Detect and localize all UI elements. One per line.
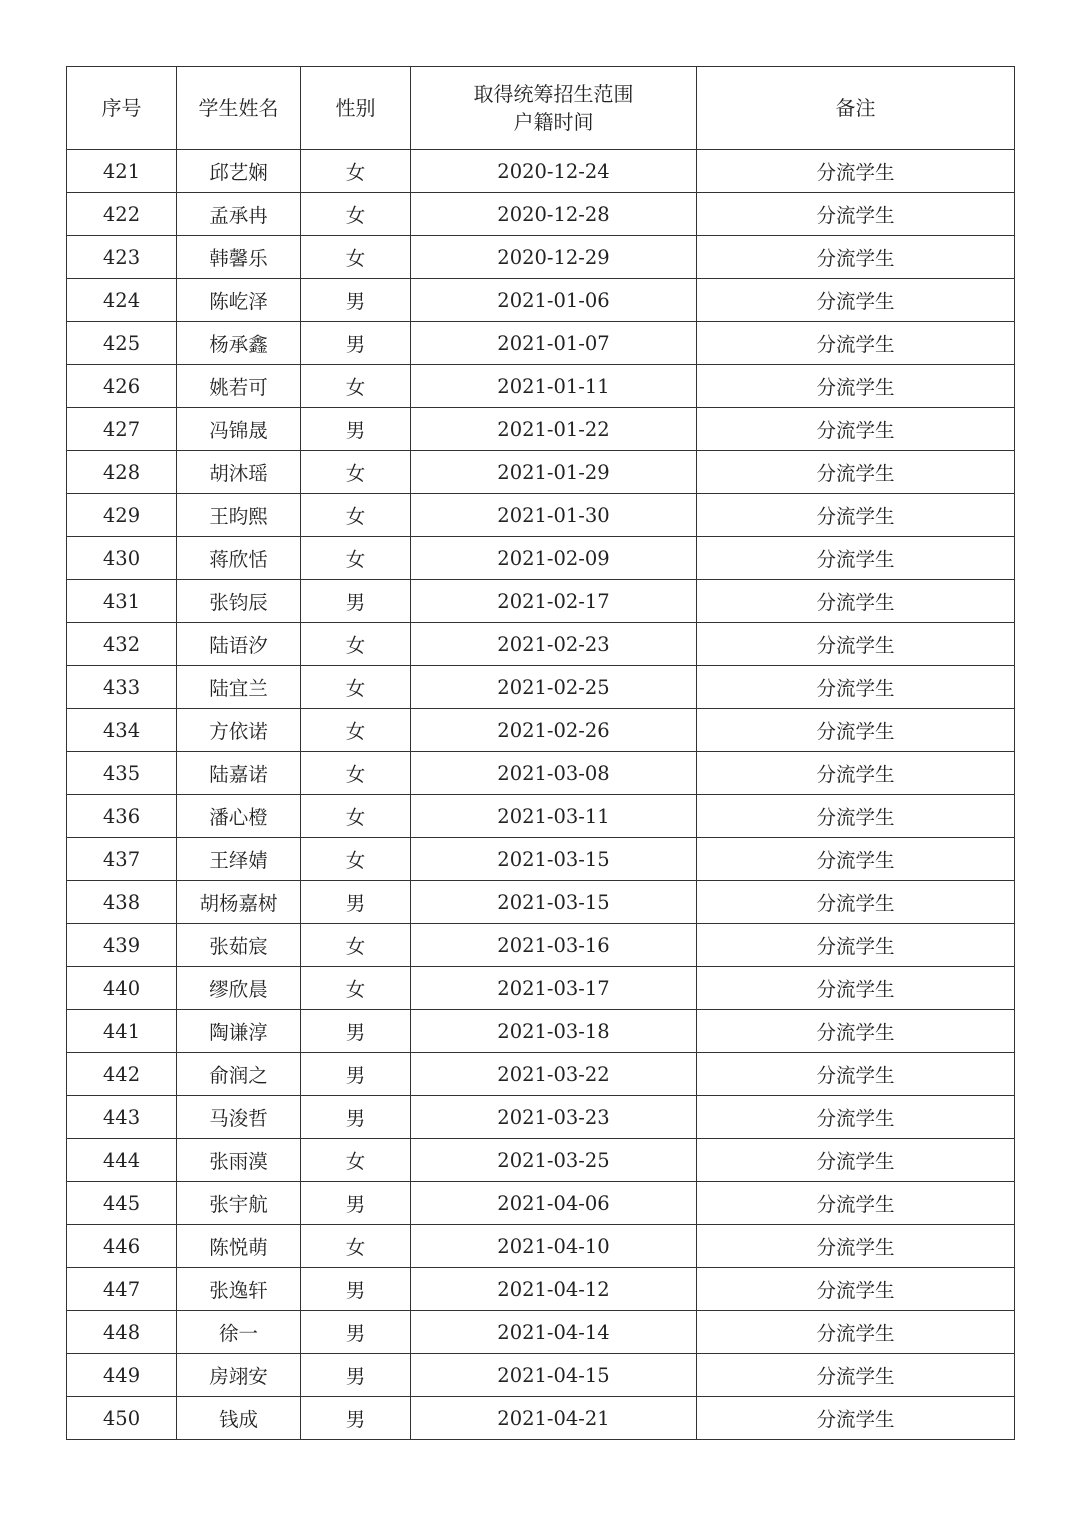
- cell-registration-date: 2021-02-09: [411, 537, 697, 580]
- cell-serial-number: 422: [67, 193, 177, 236]
- cell-student-name: 缪欣晨: [177, 967, 301, 1010]
- cell-serial-number: 445: [67, 1182, 177, 1225]
- cell-student-name: 杨承鑫: [177, 322, 301, 365]
- cell-serial-number: 423: [67, 236, 177, 279]
- table-row: [67, 1311, 1015, 1354]
- cell-serial-number: 424: [67, 279, 177, 322]
- cell-serial-number: 440: [67, 967, 177, 1010]
- table-body: [67, 150, 1015, 1440]
- table-row: [67, 924, 1015, 967]
- cell-serial-number: 430: [67, 537, 177, 580]
- cell-student-name: 陶谦淳: [177, 1010, 301, 1053]
- cell-gender: 男: [301, 1397, 411, 1440]
- table-row: [67, 494, 1015, 537]
- cell-student-name: 胡杨嘉树: [177, 881, 301, 924]
- table-row: [67, 193, 1015, 236]
- table-row: [67, 236, 1015, 279]
- cell-remarks: 分流学生: [697, 666, 1015, 709]
- cell-student-name: 潘心橙: [177, 795, 301, 838]
- cell-remarks: 分流学生: [697, 1182, 1015, 1225]
- cell-gender: 男: [301, 1182, 411, 1225]
- cell-registration-date: 2021-04-12: [411, 1268, 697, 1311]
- cell-registration-date: 2021-01-30: [411, 494, 697, 537]
- cell-student-name: 姚若可: [177, 365, 301, 408]
- cell-registration-date: 2021-03-25: [411, 1139, 697, 1182]
- cell-registration-date: 2021-01-22: [411, 408, 697, 451]
- cell-gender: 女: [301, 924, 411, 967]
- cell-gender: 男: [301, 881, 411, 924]
- table-row: [67, 1268, 1015, 1311]
- cell-gender: 女: [301, 494, 411, 537]
- table-row: [67, 1096, 1015, 1139]
- cell-remarks: 分流学生: [697, 193, 1015, 236]
- cell-remarks: 分流学生: [697, 1225, 1015, 1268]
- header-serial-number: 序号: [67, 67, 177, 150]
- header-gender: 性别: [301, 67, 411, 150]
- cell-serial-number: 448: [67, 1311, 177, 1354]
- cell-remarks: 分流学生: [697, 1053, 1015, 1096]
- cell-student-name: 邱艺娴: [177, 150, 301, 193]
- cell-remarks: 分流学生: [697, 1010, 1015, 1053]
- cell-serial-number: 433: [67, 666, 177, 709]
- cell-student-name: 房翊安: [177, 1354, 301, 1397]
- cell-remarks: 分流学生: [697, 1268, 1015, 1311]
- cell-registration-date: 2020-12-24: [411, 150, 697, 193]
- cell-gender: 女: [301, 537, 411, 580]
- cell-student-name: 陆语汐: [177, 623, 301, 666]
- cell-gender: 女: [301, 1139, 411, 1182]
- header-registration-date: [411, 67, 697, 150]
- cell-serial-number: 447: [67, 1268, 177, 1311]
- cell-gender: 男: [301, 1311, 411, 1354]
- cell-remarks: 分流学生: [697, 408, 1015, 451]
- cell-remarks: 分流学生: [697, 881, 1015, 924]
- cell-gender: 女: [301, 752, 411, 795]
- cell-gender: 女: [301, 365, 411, 408]
- table-row: [67, 1053, 1015, 1096]
- cell-serial-number: 439: [67, 924, 177, 967]
- cell-remarks: 分流学生: [697, 795, 1015, 838]
- table-row: [67, 451, 1015, 494]
- cell-gender: 女: [301, 838, 411, 881]
- cell-registration-date: 2021-03-11: [411, 795, 697, 838]
- cell-serial-number: 436: [67, 795, 177, 838]
- cell-remarks: 分流学生: [697, 1096, 1015, 1139]
- cell-remarks: 分流学生: [697, 236, 1015, 279]
- cell-remarks: 分流学生: [697, 279, 1015, 322]
- cell-registration-date: 2021-01-07: [411, 322, 697, 365]
- cell-gender: 男: [301, 279, 411, 322]
- cell-registration-date: 2020-12-28: [411, 193, 697, 236]
- table-row: [67, 709, 1015, 752]
- table-row: [67, 752, 1015, 795]
- cell-serial-number: 442: [67, 1053, 177, 1096]
- cell-registration-date: 2021-02-23: [411, 623, 697, 666]
- table-row: [67, 1354, 1015, 1397]
- table-row: [67, 322, 1015, 365]
- cell-remarks: 分流学生: [697, 322, 1015, 365]
- cell-gender: 女: [301, 967, 411, 1010]
- cell-student-name: 张宇航: [177, 1182, 301, 1225]
- cell-gender: 女: [301, 193, 411, 236]
- cell-gender: 女: [301, 150, 411, 193]
- cell-student-name: 王绎婧: [177, 838, 301, 881]
- cell-gender: 男: [301, 1053, 411, 1096]
- cell-student-name: 陈屹泽: [177, 279, 301, 322]
- cell-gender: 女: [301, 623, 411, 666]
- cell-gender: 男: [301, 580, 411, 623]
- cell-remarks: 分流学生: [697, 709, 1015, 752]
- table-row: [67, 967, 1015, 1010]
- cell-gender: 女: [301, 666, 411, 709]
- cell-student-name: 徐一: [177, 1311, 301, 1354]
- cell-student-name: 钱成: [177, 1397, 301, 1440]
- header-registration-date-line1: 取得统筹招生范围: [473, 82, 634, 106]
- cell-remarks: 分流学生: [697, 451, 1015, 494]
- cell-serial-number: 443: [67, 1096, 177, 1139]
- cell-registration-date: 2021-03-23: [411, 1096, 697, 1139]
- cell-registration-date: 2021-02-17: [411, 580, 697, 623]
- cell-student-name: 蒋欣恬: [177, 537, 301, 580]
- cell-student-name: 张逸轩: [177, 1268, 301, 1311]
- cell-remarks: 分流学生: [697, 967, 1015, 1010]
- cell-registration-date: 2021-04-15: [411, 1354, 697, 1397]
- cell-gender: 男: [301, 1268, 411, 1311]
- cell-student-name: 韩馨乐: [177, 236, 301, 279]
- cell-gender: 女: [301, 236, 411, 279]
- cell-registration-date: 2021-04-10: [411, 1225, 697, 1268]
- cell-registration-date: 2021-02-25: [411, 666, 697, 709]
- table-header: [67, 67, 1015, 150]
- cell-student-name: 俞润之: [177, 1053, 301, 1096]
- cell-registration-date: 2021-03-15: [411, 881, 697, 924]
- cell-registration-date: 2021-03-17: [411, 967, 697, 1010]
- cell-gender: 女: [301, 1225, 411, 1268]
- cell-student-name: 胡沐瑶: [177, 451, 301, 494]
- cell-serial-number: 435: [67, 752, 177, 795]
- cell-student-name: 陆嘉诺: [177, 752, 301, 795]
- table-row: [67, 838, 1015, 881]
- table-row: [67, 666, 1015, 709]
- cell-remarks: 分流学生: [697, 365, 1015, 408]
- cell-remarks: 分流学生: [697, 924, 1015, 967]
- header-registration-date-line2: 户籍时间: [513, 110, 594, 134]
- cell-student-name: 张雨漠: [177, 1139, 301, 1182]
- table-row: [67, 365, 1015, 408]
- table-row: [67, 408, 1015, 451]
- table-row: [67, 623, 1015, 666]
- cell-remarks: 分流学生: [697, 623, 1015, 666]
- cell-remarks: 分流学生: [697, 1397, 1015, 1440]
- header-row: [67, 67, 1015, 150]
- cell-registration-date: 2021-03-08: [411, 752, 697, 795]
- cell-gender: 男: [301, 1354, 411, 1397]
- table-row: [67, 537, 1015, 580]
- cell-gender: 男: [301, 1010, 411, 1053]
- cell-serial-number: 450: [67, 1397, 177, 1440]
- cell-serial-number: 437: [67, 838, 177, 881]
- cell-serial-number: 428: [67, 451, 177, 494]
- cell-registration-date: 2021-04-21: [411, 1397, 697, 1440]
- table-row: [67, 1139, 1015, 1182]
- cell-serial-number: 426: [67, 365, 177, 408]
- cell-student-name: 马浚哲: [177, 1096, 301, 1139]
- cell-student-name: 张钧辰: [177, 580, 301, 623]
- cell-remarks: 分流学生: [697, 1354, 1015, 1397]
- cell-gender: 男: [301, 1096, 411, 1139]
- table-row: [67, 279, 1015, 322]
- cell-gender: 女: [301, 795, 411, 838]
- cell-registration-date: 2021-03-15: [411, 838, 697, 881]
- cell-registration-date: 2021-03-22: [411, 1053, 697, 1096]
- cell-serial-number: 441: [67, 1010, 177, 1053]
- table-row: [67, 1182, 1015, 1225]
- cell-remarks: 分流学生: [697, 1311, 1015, 1354]
- cell-registration-date: 2021-02-26: [411, 709, 697, 752]
- header-student-name: 学生姓名: [177, 67, 301, 150]
- cell-remarks: 分流学生: [697, 752, 1015, 795]
- cell-gender: 女: [301, 709, 411, 752]
- cell-student-name: 孟承冉: [177, 193, 301, 236]
- table-row: [67, 150, 1015, 193]
- cell-student-name: 方依诺: [177, 709, 301, 752]
- cell-student-name: 冯锦晟: [177, 408, 301, 451]
- cell-student-name: 陆宜兰: [177, 666, 301, 709]
- cell-serial-number: 431: [67, 580, 177, 623]
- cell-serial-number: 432: [67, 623, 177, 666]
- cell-registration-date: 2021-01-11: [411, 365, 697, 408]
- cell-gender: 男: [301, 322, 411, 365]
- cell-serial-number: 429: [67, 494, 177, 537]
- cell-registration-date: 2021-03-18: [411, 1010, 697, 1053]
- cell-registration-date: 2021-01-06: [411, 279, 697, 322]
- cell-student-name: 王昀熙: [177, 494, 301, 537]
- cell-registration-date: 2021-04-06: [411, 1182, 697, 1225]
- cell-serial-number: 421: [67, 150, 177, 193]
- cell-remarks: 分流学生: [697, 494, 1015, 537]
- table-row: [67, 1225, 1015, 1268]
- cell-serial-number: 446: [67, 1225, 177, 1268]
- cell-remarks: 分流学生: [697, 537, 1015, 580]
- cell-serial-number: 438: [67, 881, 177, 924]
- table-row: [67, 881, 1015, 924]
- table-row: [67, 795, 1015, 838]
- cell-registration-date: 2021-01-29: [411, 451, 697, 494]
- cell-student-name: 陈悦萌: [177, 1225, 301, 1268]
- cell-gender: 女: [301, 451, 411, 494]
- table-row: [67, 580, 1015, 623]
- cell-remarks: 分流学生: [697, 838, 1015, 881]
- table-row: [67, 1397, 1015, 1440]
- student-roster-table: [66, 66, 1015, 1440]
- cell-serial-number: 425: [67, 322, 177, 365]
- cell-student-name: 张茹宸: [177, 924, 301, 967]
- cell-remarks: 分流学生: [697, 150, 1015, 193]
- cell-remarks: 分流学生: [697, 580, 1015, 623]
- table-row: [67, 1010, 1015, 1053]
- cell-gender: 男: [301, 408, 411, 451]
- cell-serial-number: 449: [67, 1354, 177, 1397]
- header-remarks: 备注: [697, 67, 1015, 150]
- cell-serial-number: 434: [67, 709, 177, 752]
- cell-registration-date: 2021-03-16: [411, 924, 697, 967]
- cell-serial-number: 427: [67, 408, 177, 451]
- cell-remarks: 分流学生: [697, 1139, 1015, 1182]
- cell-registration-date: 2020-12-29: [411, 236, 697, 279]
- cell-registration-date: 2021-04-14: [411, 1311, 697, 1354]
- cell-serial-number: 444: [67, 1139, 177, 1182]
